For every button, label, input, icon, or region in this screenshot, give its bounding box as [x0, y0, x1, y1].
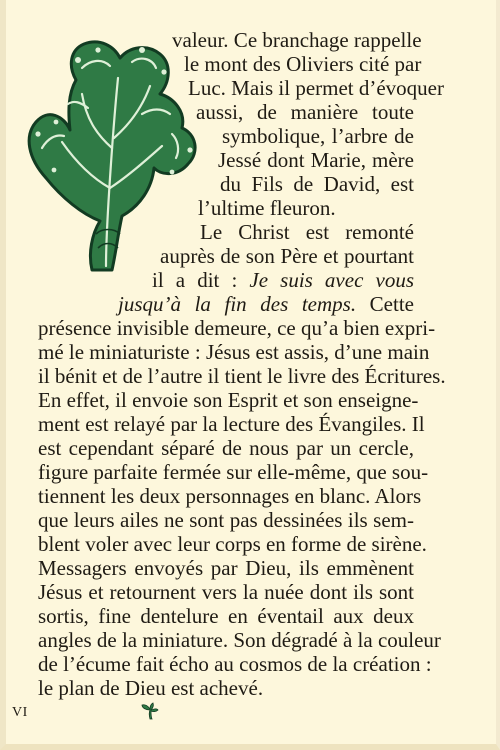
text-line-12-tail: Cette — [356, 292, 414, 316]
text-line-28: le plan de Dieu est achevé. — [38, 676, 264, 700]
text-line-27: de l’écume fait écho au cosmos de la création : — [38, 652, 432, 676]
text-line-12 — [118, 292, 414, 316]
text-line-5: symbolique, l’arbre de — [222, 124, 414, 148]
text-line-4: aussi, de manière toute — [196, 100, 414, 124]
text-line-15: il bénit et de l’autre il tient le livre des Écritures. — [38, 364, 446, 388]
text-line-26: angles de la miniature. Son dégradé à la couleur — [38, 628, 441, 652]
text-line-6: Jessé dont Marie, mère — [218, 148, 414, 172]
text-line-13: présence invisible demeure, ce qu’a bien expri- — [38, 316, 436, 340]
text-line-11-lead: il a dit : — [152, 268, 250, 292]
page-number: VI — [12, 705, 28, 720]
text-line-18: est cependant séparé de nous par un cercle, — [38, 436, 414, 460]
text-line-8: l’ultime fleuron. — [198, 196, 336, 220]
text-line-17: ment est relayé par la lecture des Évangiles. Il — [38, 412, 425, 436]
text-line-1: valeur. Ce branchage rappelle — [172, 28, 422, 52]
text-line-2: le mont des Oliviers cité par — [184, 52, 422, 76]
text-line-19: figure parfaite fermée sur elle-même, que sou- — [38, 460, 429, 484]
text-line-7: du Fils de David, est — [220, 172, 414, 196]
text-line-3: Luc. Mais il permet d’évoquer — [188, 76, 444, 100]
text-line-9: Le Christ est remonté — [200, 220, 414, 244]
text-line-21: que leurs ailes ne sont pas dessinées ils sem- — [38, 508, 414, 532]
text-line-16: En effet, il envoie son Esprit et son enseigne- — [38, 388, 419, 412]
text-line-23: Messagers envoyés par Dieu, ils emmènent — [38, 556, 414, 580]
text-line-20: tiennent les deux personnages en blanc. Alors — [38, 484, 422, 508]
text-line-10: auprès de son Père et pourtant — [160, 244, 414, 268]
text-line-25: sortis, fine dentelure en éventail aux deux — [38, 604, 414, 628]
text-line-22: blent voler avec leur corps en forme de sirène. — [38, 532, 427, 556]
text-line-24: Jésus et retournent vers la nuée dont ils sont — [38, 580, 414, 604]
quote-part-2: jusqu’à la fin des temps. — [118, 292, 357, 316]
quote-part-1: Je suis avec vous — [249, 268, 414, 292]
text-line-14: mé le miniaturiste : Jésus est assis, d’une main — [38, 340, 430, 364]
text-line-11 — [152, 268, 414, 292]
fleuron-icon — [140, 702, 160, 720]
